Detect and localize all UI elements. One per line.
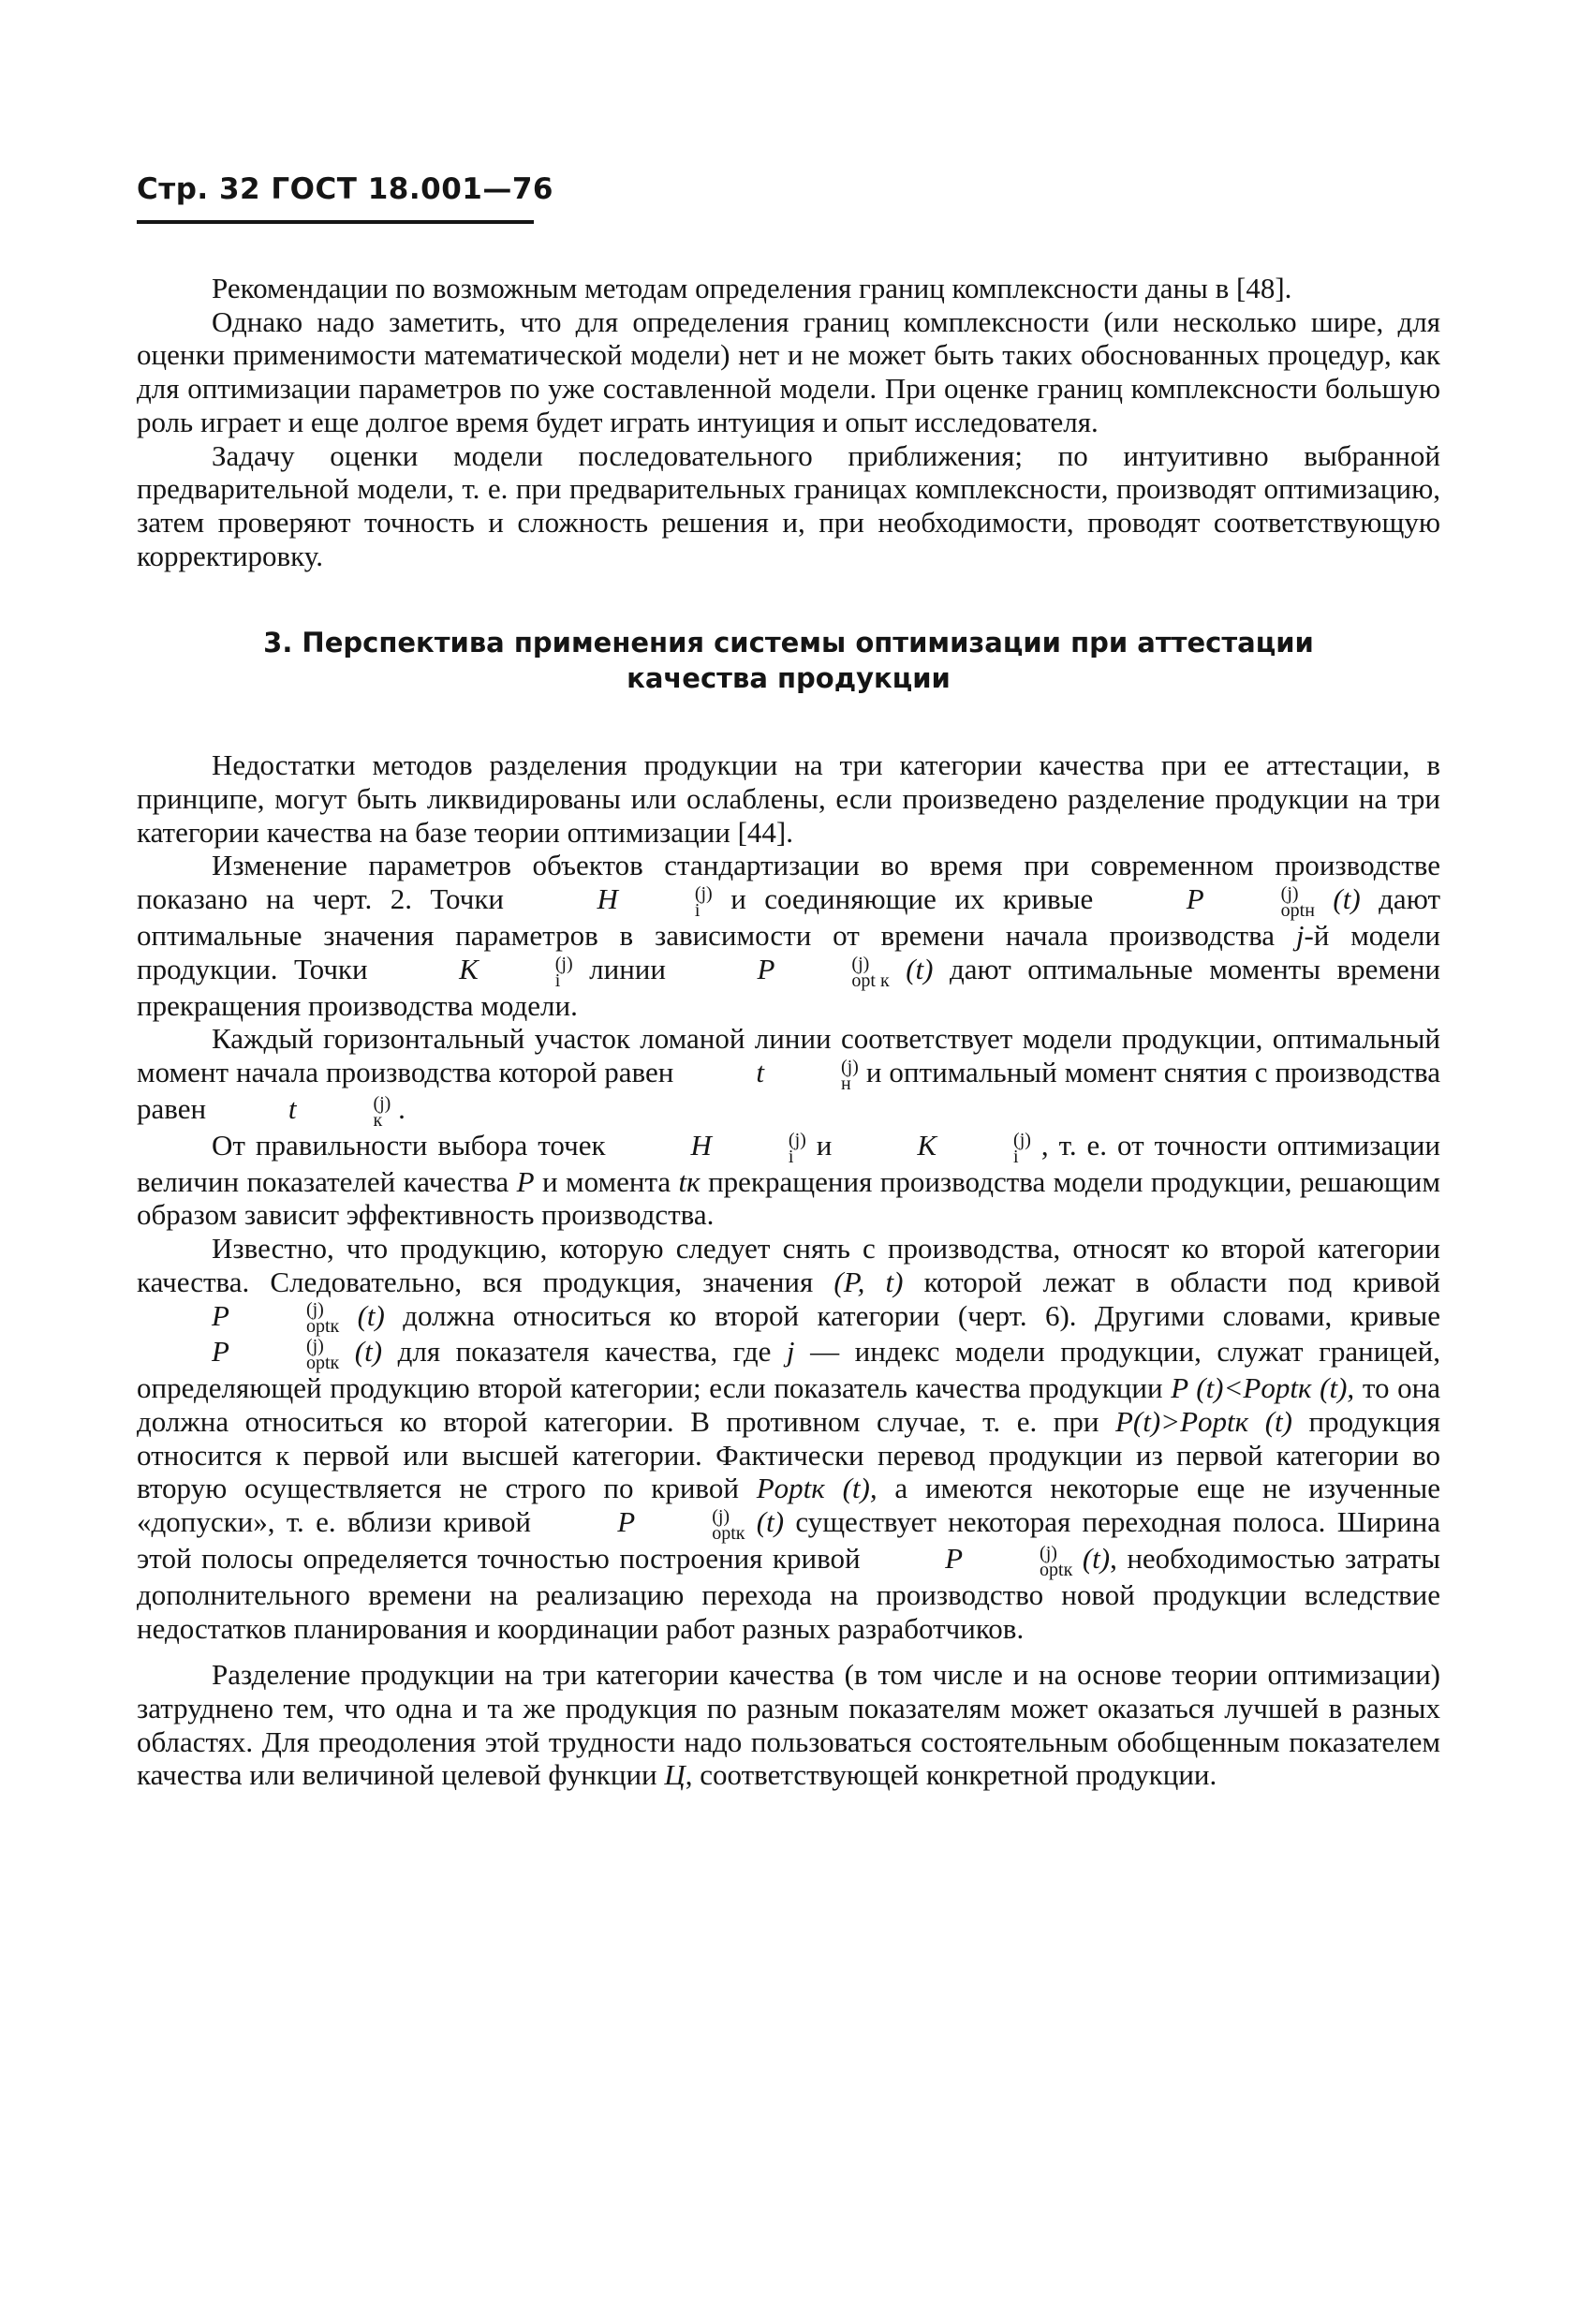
symbol-P-opth: P (j) optн (1186, 882, 1315, 922)
paragraph-9: Разделение продукции на три категории качества (в том числе и на основе теории оптимизации) затруднено тем, что одна и та же продукция по разным показателям может оказаться лучшей в разных областях. Для преодоления этой трудности надо пользоваться состоятельным обобщенным показателем качества или величиной целевой функции Ц, соответствующей конкретной продукции. (137, 1658, 1440, 1792)
header-rule (137, 220, 534, 224)
paragraph-8: Известно, что продукцию, которую следует снять с производства, относят ко второй категории качества. Следовательно, вся продукция, значения (P, t) которой лежат в области под кривой P (j) optк (t) должна относиться ко второй категории (черт. 6). Другими словами, кривые P (j) optк (t) для показателя качества, где j — индекс модели продукции, служат границей, определяющей продукцию второй категории; если показатель качества продукции P (t)<Poptк (t), то она должна относиться ко второй категории. В противном случае, т. е. при P(t)>Poptк (t) продукция относится к первой или высшей категории. Фактически перевод продукции из первой категории во вторую осуществляется не строго по кривой Poptк (t), а имеются некоторые еще не изученные «допуски», т. е. вблизи кривой P (j) optк (t) существует некоторая переходная полоса. Ширина этой полосы определяется точностью построения кривой P (j) optк (t), необходимостью затраты дополнительного времени на реализацию перехода на производство новой продукции вследствие недостатков планирования и координации работ разных разработчиков. (137, 1232, 1441, 1645)
section-title-line-2: качества продукции (627, 662, 951, 695)
symbol-H-i-j: H (j) i (597, 882, 713, 922)
symbol-P-optk: P (j) opt к (757, 952, 890, 991)
symbol-t-n-j: t (j) н (756, 1056, 859, 1094)
paragraph-6: Каждый горизонтальный участок ломаной линии соответствует модели продукции, оптимальный момент начала производства которой равен t (j) н и оптимальный момент снятия с производства равен t (j) к . (137, 1022, 1440, 1131)
symbol-K-i-j-2: K (j) i (917, 1128, 1031, 1167)
symbol-P-optk-4: P (j) optк (617, 1505, 745, 1544)
document-body (137, 272, 1440, 1792)
paragraph-4: Недостатки методов разделения продукции на три категории качества при ее аттестации, в принципе, могут быть ликвидированы или ослаблены, если произведено разделение продукции на три категории качества на базе теории оптимизации [44]. (137, 748, 1440, 849)
paragraph-5: Изменение параметров объектов стандартизации во время при современном производстве показано на черт. 2. Точки H (j) i и соединяющие их кривые P (j) optн (t) дают оптимальные значения параметров в зависимости от времени начала производства j-й модели продукции. Точки K (j) i линии P (j) opt к (t) дают оптимальные моменты времени прекращения производства модели. (137, 849, 1441, 1022)
symbol-P-optk-2: P (j) optк (212, 1298, 340, 1338)
paragraph-3: Задачу оценки модели последовательного приближения; по интуитивно выбранной предварительной модели, т. е. при предварительных границах комплексности, производят оптимизацию, затем проверяют точность и сложность решения и, при необходимости, проводят соответствующую корректировку. (137, 438, 1440, 572)
paragraph-1: Рекомендации по возможным методам определения границ комплексности даны в [48]. (212, 272, 1292, 304)
paragraph-2: Однако надо заметить, что для определения границ комплексности (или несколько шире, для оценки применимости математической модели) нет и не может быть таких обоснованных процедур, как для оптимизации параметров по уже составленной модели. При оценке границ комплексности большую роль играет и еще долгое время будет играть интуиция и опыт исследователя. (137, 304, 1440, 438)
symbol-H-i-j-2: H (j) i (690, 1128, 806, 1167)
page-header: Стр. 32 ГОСТ 18.001—76 (137, 172, 553, 206)
section-title-line-1: 3. Перспектива применения системы оптимизации при аттестации (263, 627, 1314, 659)
symbol-P-optk-5: P (j) optк (945, 1542, 1073, 1580)
section-title (137, 625, 1440, 696)
symbol-t-k-j: t (j) к (288, 1091, 391, 1131)
paragraph-7: От правильности выбора точек H (j) i и K (j) i , т. е. от точности оптимизации величин показателей качества P и момента tк прекращения производства модели продукции, решающим образом зависит эффективность производства. (137, 1128, 1441, 1232)
symbol-P-optk-3: P (j) optк (212, 1335, 340, 1374)
symbol-K-i-j: K (j) i (459, 952, 573, 991)
